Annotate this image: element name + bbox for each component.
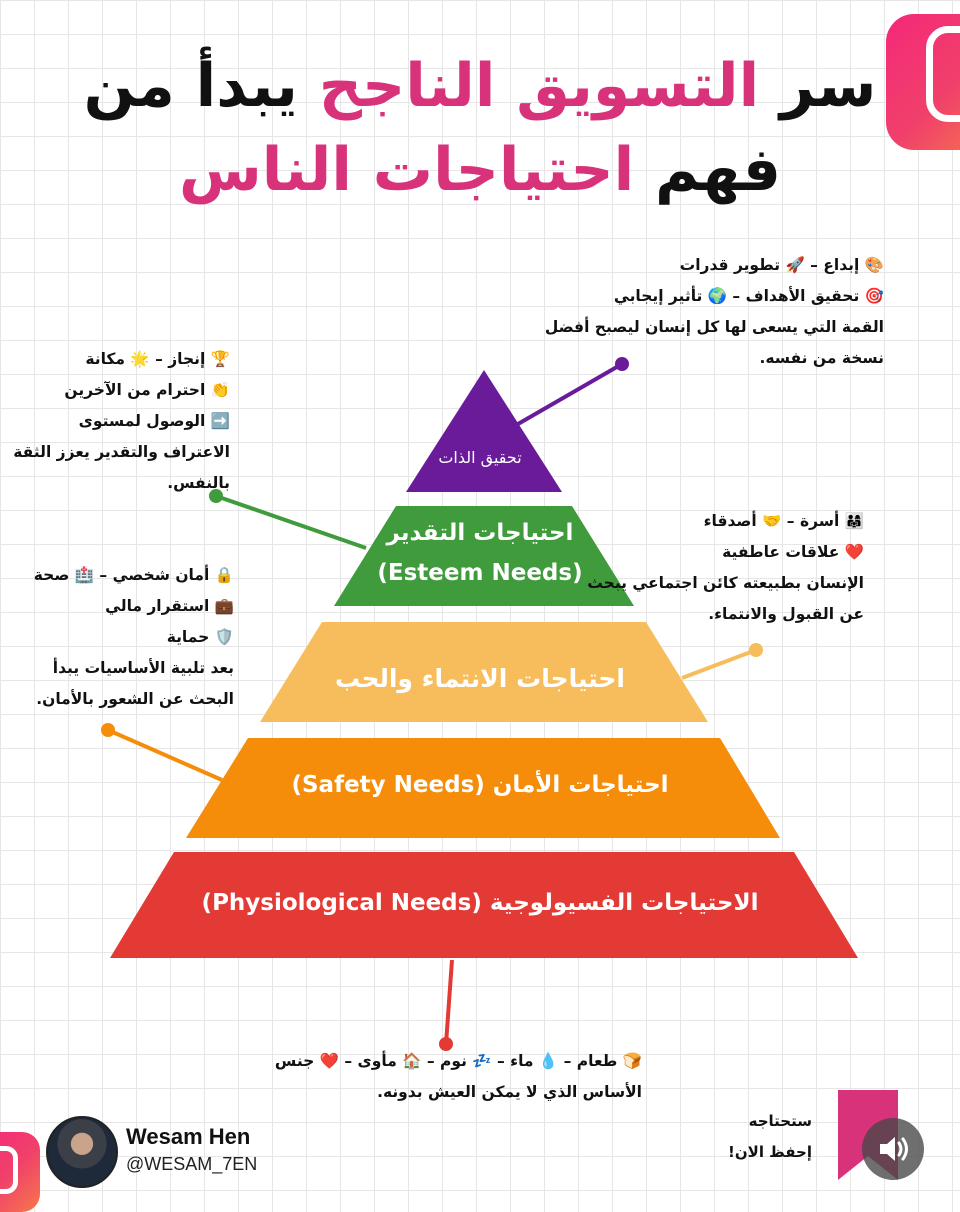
tier-label-safety: احتياجات الأمان (Safety Needs) [291,772,669,798]
connector-physiological [446,960,452,1044]
note-self-actualization: 🎨 إبداع – 🚀 تطوير قدرات 🎯 تحقيق الأهداف – 🌍 تأثير إيجابي القمة التي يسعى لها كل إنسان ليصبح أفضل نسخة من نفسه. [544,256,884,367]
author-name[interactable]: Wesam Hen [126,1124,251,1149]
tier-self-actualization [406,370,562,492]
connector-dot-safety [101,723,115,737]
author-handle[interactable]: @WESAM_7EN [126,1154,258,1174]
note-physiological: 🍞 طعام – 💧 ماء – 💤 نوم – 🏠 مأوى – ❤️ جنس الأساس الذي لا يمكن العيش بدونه. [274,1052,642,1101]
note-belonging: 👨‍👩‍👧 أسرة – 🤝 أصدقاء ❤️ علاقات عاطفية الإنسان بطبيعته كائن اجتماعي يبحث عن القبول والانتماء. [587,512,864,623]
save-reminder: ستحتاجه إحفظ الان! [728,1112,812,1161]
note-esteem: 🏆 إنجاز – 🌟 مكانة 👏 احترام من الآخرين ➡️ الوصول لمستوى الاعتراف والتقدير يعزز الثقة بالنفس. [13,350,230,492]
headline-line-2: فهم احتياجات الناس [178,135,782,205]
note-safety: 🔒 أمان شخصي – 🏥 صحة 💼 استقرار مالي 🛡️ حماية بعد تلبية الأساسيات يبدأ البحث عن الشعور بالأمان. [33,566,234,708]
tier-label-esteem: احتياجات التقدير [386,520,574,546]
connector-dot-belonging [749,643,763,657]
avatar[interactable] [46,1116,118,1188]
tier-label-belonging: احتياجات الانتماء والحب [334,664,625,693]
speaker-icon [862,1118,924,1180]
tier-label-physiological: الاحتياجات الفسيولوجية (Physiological Needs) [201,890,759,916]
headline-line-1: سر التسويق الناجح يبدأ من [83,51,877,121]
speaker-button[interactable] [862,1118,924,1180]
tier-label-self-actualization: تحقيق الذات [438,448,522,467]
tier-label-esteem-en: (Esteem Needs) [377,560,583,586]
